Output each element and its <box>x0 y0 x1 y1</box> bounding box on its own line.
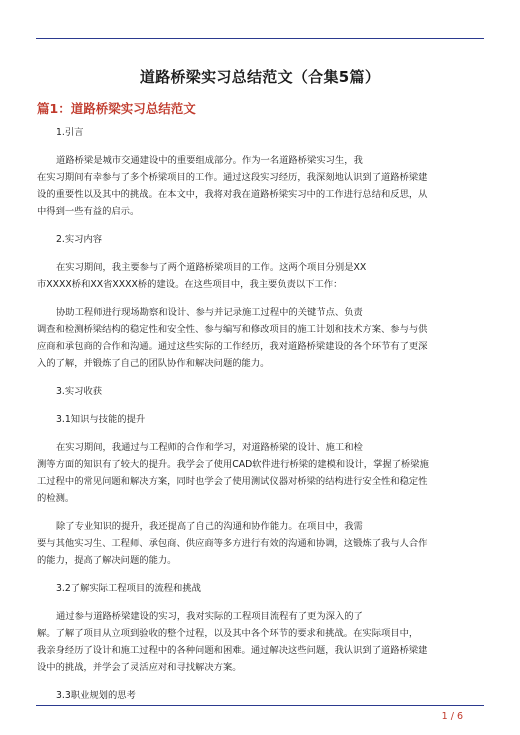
document-title: 道路桥梁实习总结范文（合集5篇） <box>139 68 381 86</box>
text-line: 的能力，提高了解决问题的能力。 <box>37 555 177 566</box>
text-line: 应商和承包商的合作和沟通。通过这些实际的工作经历，我对道路桥梁建设的各个环节有了更深 <box>37 341 428 352</box>
text-line: 要与其他实习生、工程师、承包商、供应商等多方进行有效的沟通和协调，这锻炼了我与人合作 <box>37 538 428 549</box>
section-title: 篇1：道路桥梁实习总结范文 <box>37 101 196 116</box>
text-line: 在实习期间有幸参与了多个桥梁项目的工作。通过这段实习经历，我深刻地认识到了道路桥梁建 <box>37 172 428 183</box>
heading-project-process: 3.2了解实际工程项目的流程和挑战 <box>56 583 201 594</box>
header-rule <box>36 38 484 39</box>
text-line: 调查和检测桥梁结构的稳定性和安全性、参与编写和修改项目的施工计划和技术方案、参与与供 <box>37 324 428 335</box>
text-line: 的检测。 <box>37 493 75 504</box>
text-line: 设中的挑战，并学会了灵活应对和寻找解决方案。 <box>37 662 242 673</box>
text-line: 我亲身经历了设计和施工过程中的各种问题和困难。通过解决这些问题，我认识到了道路桥梁建 <box>37 645 428 656</box>
text-line: 在实习期间，我主要参与了两个道路桥梁项目的工作。这两个项目分别是XX <box>56 262 367 273</box>
text-line: 协助工程师进行现场勘察和设计、参与并记录施工过程中的关键节点、负责 <box>56 307 363 318</box>
text-line: 中得到一些有益的启示。 <box>37 206 140 217</box>
paragraph-project-process <box>37 608 483 676</box>
text-line: 入的了解，并锻炼了自己的团队协作和解决问题的能力。 <box>37 358 270 369</box>
heading-introduction: 1.引言 <box>56 127 84 138</box>
text-line: 设的重要性以及其中的挑战。在本文中，我将对我在道路桥梁实习中的工作进行总结和反思，从 <box>37 189 428 200</box>
paragraph-knowledge <box>37 439 483 507</box>
heading-knowledge-skills: 3.1知识与技能的提升 <box>56 414 146 425</box>
page-indicator: 1 / 6 <box>441 711 463 722</box>
text-line: 测等方面的知识有了较大的提升。我学会了使用CAD软件进行桥梁的建模和设计，掌握了桥梁施 <box>37 459 429 470</box>
text-line: 解。了解了项目从立项到验收的整个过程，以及其中各个环节的要求和挑战。在实际项目中， <box>37 628 419 639</box>
document-body <box>37 124 483 715</box>
paragraph-introduction <box>37 152 483 220</box>
footer-rule <box>36 705 484 706</box>
heading-internship-content: 2.实习内容 <box>56 234 103 245</box>
paragraph-communication <box>37 518 483 569</box>
text-line: 通过参与道路桥梁建设的实习，我对实际的工程项目流程有了更为深入的了 <box>56 611 363 622</box>
text-line: 在实习期间，我通过与工程师的合作和学习，对道路桥梁的设计、施工和检 <box>56 442 363 453</box>
paragraph-content-duties <box>37 304 483 372</box>
heading-internship-gains: 3.实习收获 <box>56 386 103 397</box>
text-line: 道路桥梁是城市交通建设中的重要组成部分。作为一名道路桥梁实习生，我 <box>56 155 363 166</box>
paragraph-content-projects <box>37 259 483 293</box>
text-line: 除了专业知识的提升，我还提高了自己的沟通和协作能力。在项目中，我需 <box>56 521 363 532</box>
text-line: 市XXXX桥和XX省XXXX桥的建设。在这些项目中，我主要负责以下工作： <box>37 279 343 290</box>
text-line: 工过程中的常见问题和解决方案，同时也学会了使用测试仪器对桥梁的结构进行安全性和稳定性 <box>37 476 428 487</box>
heading-career-planning: 3.3职业规划的思考 <box>56 690 136 701</box>
